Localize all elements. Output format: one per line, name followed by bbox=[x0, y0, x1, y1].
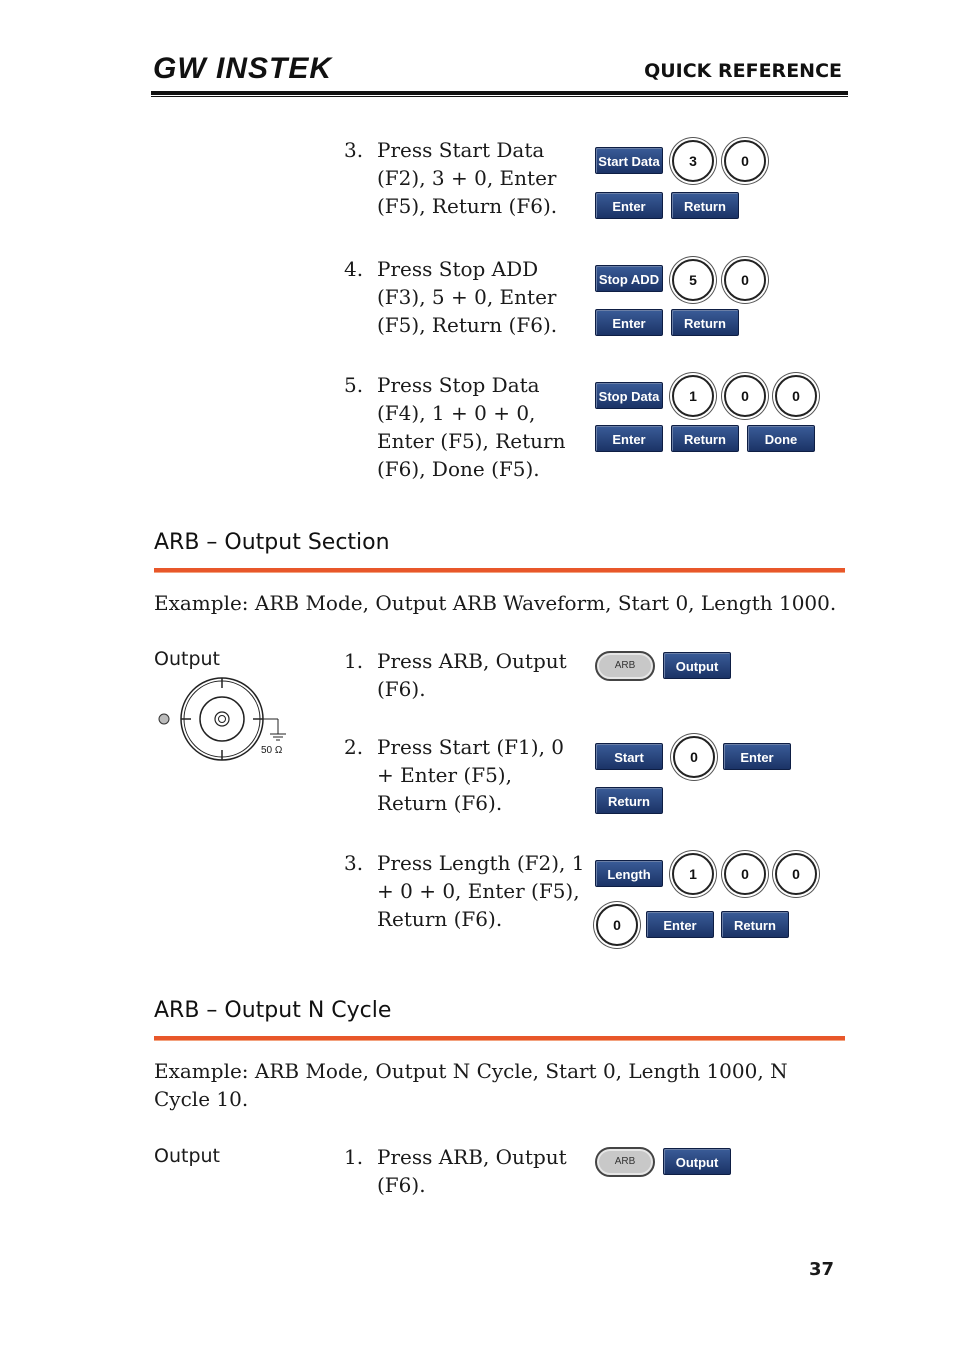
key-0[interactable]: 0 bbox=[596, 904, 638, 946]
start-button[interactable]: Start bbox=[595, 743, 663, 770]
arb-key[interactable]: ARB bbox=[595, 651, 655, 681]
start-data-button[interactable]: Start Data bbox=[595, 147, 663, 174]
step-text: Press Stop Data (F4), 1 + 0 + 0, Enter (F5), Return (F6), Done (F5). bbox=[377, 373, 566, 481]
step-text: Press ARB, Output (F6). bbox=[377, 1145, 567, 1197]
return-button[interactable]: Return bbox=[671, 425, 739, 452]
example-text: Example: ARB Mode, Output ARB Waveform, Start 0, Length 1000. bbox=[154, 591, 837, 615]
step-number: 3. bbox=[344, 851, 364, 875]
header-divider bbox=[151, 91, 848, 95]
section-divider bbox=[154, 1036, 845, 1040]
step-number: 1. bbox=[344, 1145, 364, 1169]
key-0[interactable]: 0 bbox=[775, 853, 817, 895]
page-number: 37 bbox=[808, 1259, 834, 1280]
section-title: ARB – Output Section bbox=[154, 530, 390, 555]
impedance-label: 50 Ω bbox=[261, 745, 283, 756]
step-number: 1. bbox=[344, 649, 364, 673]
step-number: 2. bbox=[344, 735, 364, 759]
key-0[interactable]: 0 bbox=[775, 375, 817, 417]
key-0[interactable]: 0 bbox=[673, 736, 715, 778]
stop-data-button[interactable]: Stop Data bbox=[595, 382, 663, 409]
enter-button[interactable]: Enter bbox=[646, 911, 714, 938]
step-text: Press Length (F2), 1 + 0 + 0, Enter (F5), Return (F6). bbox=[377, 851, 585, 931]
return-button[interactable]: Return bbox=[671, 309, 739, 336]
return-button[interactable]: Return bbox=[721, 911, 789, 938]
brand-logo: GW INSTEK bbox=[153, 52, 332, 85]
step-text: Press Stop ADD (F3), 5 + 0, Enter (F5), Return (F6). bbox=[377, 257, 558, 337]
done-button[interactable]: Done bbox=[747, 425, 815, 452]
step-text: Press ARB, Output (F6). bbox=[377, 649, 567, 701]
enter-button[interactable]: Enter bbox=[595, 425, 663, 452]
arb-key[interactable]: ARB bbox=[595, 1147, 655, 1177]
stop-add-button[interactable]: Stop ADD bbox=[595, 265, 663, 292]
step-number: 5. bbox=[344, 373, 364, 397]
step-text: Press Start (F1), 0 + Enter (F5), Return (F6). bbox=[377, 735, 565, 815]
key-1[interactable]: 1 bbox=[672, 375, 714, 417]
key-5[interactable]: 5 bbox=[672, 259, 714, 301]
length-button[interactable]: Length bbox=[595, 860, 663, 887]
return-button[interactable]: Return bbox=[595, 787, 663, 814]
output-label: Output bbox=[154, 1145, 220, 1167]
output-button[interactable]: Output bbox=[663, 1148, 731, 1175]
key-0[interactable]: 0 bbox=[724, 140, 766, 182]
key-0[interactable]: 0 bbox=[724, 853, 766, 895]
section-title: ARB – Output N Cycle bbox=[154, 998, 392, 1023]
output-label: Output bbox=[154, 648, 220, 670]
return-button[interactable]: Return bbox=[671, 192, 739, 219]
header-section-title: QUICK REFERENCE bbox=[644, 60, 842, 82]
output-button[interactable]: Output bbox=[663, 652, 731, 679]
enter-button[interactable]: Enter bbox=[595, 309, 663, 336]
enter-button[interactable]: Enter bbox=[595, 192, 663, 219]
enter-button[interactable]: Enter bbox=[723, 743, 791, 770]
step-number: 3. bbox=[344, 138, 364, 162]
key-0[interactable]: 0 bbox=[724, 259, 766, 301]
key-3[interactable]: 3 bbox=[672, 140, 714, 182]
step-text: Press Start Data (F2), 3 + 0, Enter (F5), Return (F6). bbox=[377, 138, 558, 218]
step-number: 4. bbox=[344, 257, 364, 281]
section-divider bbox=[154, 568, 845, 572]
key-0[interactable]: 0 bbox=[724, 375, 766, 417]
key-1[interactable]: 1 bbox=[672, 853, 714, 895]
example-text: Example: ARB Mode, Output N Cycle, Start 0, Length 1000, N Cycle 10. bbox=[154, 1059, 788, 1111]
header-divider-thin bbox=[151, 96, 848, 97]
